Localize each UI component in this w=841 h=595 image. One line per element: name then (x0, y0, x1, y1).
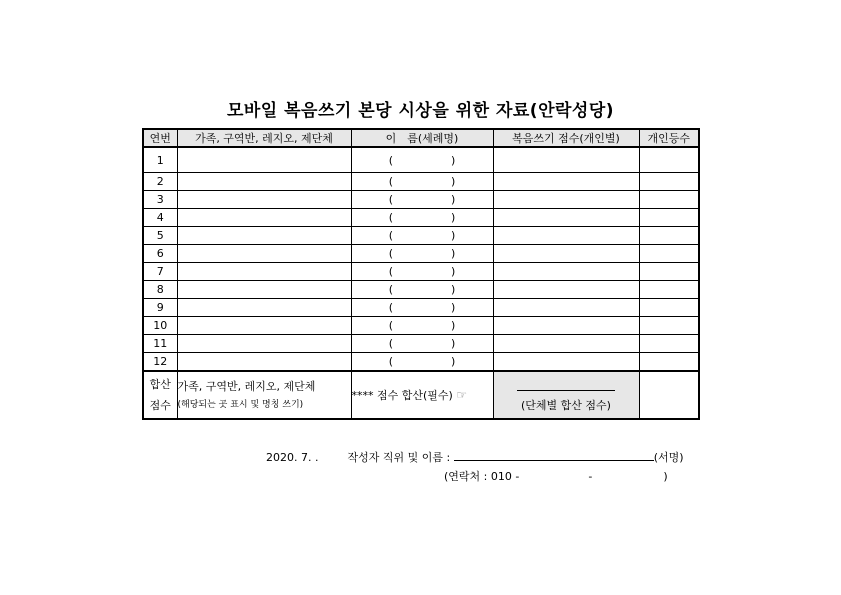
table-row (143, 317, 699, 335)
count-cell[interactable] (639, 281, 699, 299)
table-row (143, 353, 699, 372)
score-cell[interactable] (493, 281, 639, 299)
footer-sign: (서명) (653, 451, 684, 464)
table-row (143, 209, 699, 227)
count-cell[interactable] (639, 209, 699, 227)
header-score: 복음쓰기 점수(개인별) (493, 129, 639, 147)
score-cell[interactable] (493, 353, 639, 372)
name-cell[interactable] (351, 281, 493, 299)
paren-open: ( (388, 193, 393, 206)
header-no: 연번 (143, 129, 177, 147)
header-name: 이 름(세례명) (351, 129, 493, 147)
group-cell[interactable] (177, 263, 351, 281)
row-number: 7 (143, 263, 177, 281)
group-cell[interactable] (177, 191, 351, 209)
author-name-blank[interactable] (454, 449, 654, 461)
group-cell[interactable] (177, 173, 351, 191)
contact-close: ) (663, 470, 668, 483)
score-cell[interactable] (493, 245, 639, 263)
row-number: 3 (143, 191, 177, 209)
summary-note: **** 점수 합산(필수) (351, 389, 453, 402)
team-score-blank (517, 378, 615, 391)
paren-open: ( (388, 175, 393, 188)
paren-open: ( (388, 265, 393, 278)
summary-label-line1: 합산 (149, 378, 171, 391)
group-cell[interactable] (177, 227, 351, 245)
table-row (143, 335, 699, 353)
row-number: 5 (143, 227, 177, 245)
pointing-hand-icon: ☞ (456, 388, 468, 402)
count-cell[interactable] (639, 227, 699, 245)
contact-dash: - (588, 470, 593, 483)
count-cell[interactable] (639, 299, 699, 317)
table-row (143, 245, 699, 263)
table-row (143, 263, 699, 281)
count-cell[interactable] (639, 317, 699, 335)
paren-close: ) (451, 247, 456, 260)
group-cell[interactable] (177, 335, 351, 353)
score-cell[interactable] (493, 317, 639, 335)
name-cell[interactable] (351, 263, 493, 281)
footer-signature-line (266, 449, 684, 465)
row-number: 11 (143, 335, 177, 353)
group-cell[interactable] (177, 281, 351, 299)
paren-close: ) (451, 229, 456, 242)
paren-open: ( (388, 229, 393, 242)
paren-open: ( (388, 153, 393, 167)
paren-open: ( (388, 337, 393, 350)
header-group: 가족, 구역반, 레지오, 제단체 (177, 129, 351, 147)
name-cell[interactable] (351, 353, 493, 372)
summary-note-cell (351, 371, 493, 419)
table-row (143, 281, 699, 299)
row-number: 6 (143, 245, 177, 263)
count-cell[interactable] (639, 173, 699, 191)
name-cell[interactable] (351, 245, 493, 263)
paren-close: ) (451, 355, 456, 368)
row-number: 9 (143, 299, 177, 317)
summary-group-cell[interactable] (177, 371, 351, 419)
group-cell[interactable] (177, 209, 351, 227)
summary-group-line1: 가족, 구역반, 레지오, 제단체 (177, 380, 316, 393)
score-cell[interactable] (493, 227, 639, 245)
score-cell[interactable] (493, 335, 639, 353)
summary-row (143, 371, 699, 419)
paren-open: ( (388, 247, 393, 260)
score-cell[interactable] (493, 191, 639, 209)
paren-close: ) (451, 265, 456, 278)
summary-label (143, 371, 177, 419)
count-cell[interactable] (639, 335, 699, 353)
summary-group-line2: (해당되는 곳 표시 및 명칭 쓰기) (177, 400, 304, 410)
paren-open: ( (388, 211, 393, 224)
score-cell[interactable] (493, 263, 639, 281)
group-cell[interactable] (177, 245, 351, 263)
name-cell[interactable] (351, 335, 493, 353)
paren-open: ( (388, 283, 393, 296)
footer-contact-line (444, 468, 668, 484)
group-cell[interactable] (177, 353, 351, 372)
score-cell[interactable] (493, 299, 639, 317)
count-cell[interactable] (639, 245, 699, 263)
name-cell[interactable] (351, 173, 493, 191)
score-cell[interactable] (493, 173, 639, 191)
score-table (142, 128, 700, 420)
group-cell[interactable] (177, 147, 351, 173)
team-score-cell[interactable] (493, 371, 639, 419)
paren-close: ) (451, 211, 456, 224)
score-cell[interactable] (493, 209, 639, 227)
paren-open: ( (388, 319, 393, 332)
row-number: 10 (143, 317, 177, 335)
header-row (143, 129, 699, 147)
count-cell[interactable] (639, 353, 699, 372)
row-number: 2 (143, 173, 177, 191)
paren-open: ( (388, 355, 393, 368)
score-cell[interactable] (493, 147, 639, 173)
paren-close: ) (451, 283, 456, 296)
paren-close: ) (451, 301, 456, 314)
page-title: 모바일 복음쓰기 본당 시상을 위한 자료(안락성당) (226, 101, 615, 121)
paren-close: ) (451, 337, 456, 350)
footer-author-label: 작성자 직위 및 이름 : (347, 451, 451, 464)
summary-label-line2: 점수 (149, 399, 171, 412)
name-cell[interactable] (351, 147, 493, 173)
team-score-label: (단체별 합산 점수) (521, 398, 611, 412)
name-cell[interactable] (351, 209, 493, 227)
table-row (143, 147, 699, 173)
footer-date: 2020. 7. . (266, 451, 319, 464)
row-number: 8 (143, 281, 177, 299)
row-number: 12 (143, 353, 177, 372)
paren-close: ) (451, 153, 456, 167)
count-cell[interactable] (639, 263, 699, 281)
name-cell[interactable] (351, 299, 493, 317)
table-row (143, 173, 699, 191)
name-cell[interactable] (351, 227, 493, 245)
row-number: 1 (143, 147, 177, 173)
contact-prefix: (연락처 : 010 - (444, 470, 520, 483)
table-row (143, 299, 699, 317)
paren-open: ( (388, 301, 393, 314)
header-count: 개인등수 (639, 129, 699, 147)
group-cell[interactable] (177, 299, 351, 317)
row-number: 4 (143, 209, 177, 227)
name-cell[interactable] (351, 191, 493, 209)
paren-close: ) (451, 193, 456, 206)
paren-close: ) (451, 175, 456, 188)
count-cell[interactable] (639, 147, 699, 173)
paren-close: ) (451, 319, 456, 332)
table-row (143, 227, 699, 245)
name-cell[interactable] (351, 317, 493, 335)
count-cell[interactable] (639, 191, 699, 209)
table-row (143, 191, 699, 209)
summary-count-cell[interactable] (639, 371, 699, 419)
group-cell[interactable] (177, 317, 351, 335)
